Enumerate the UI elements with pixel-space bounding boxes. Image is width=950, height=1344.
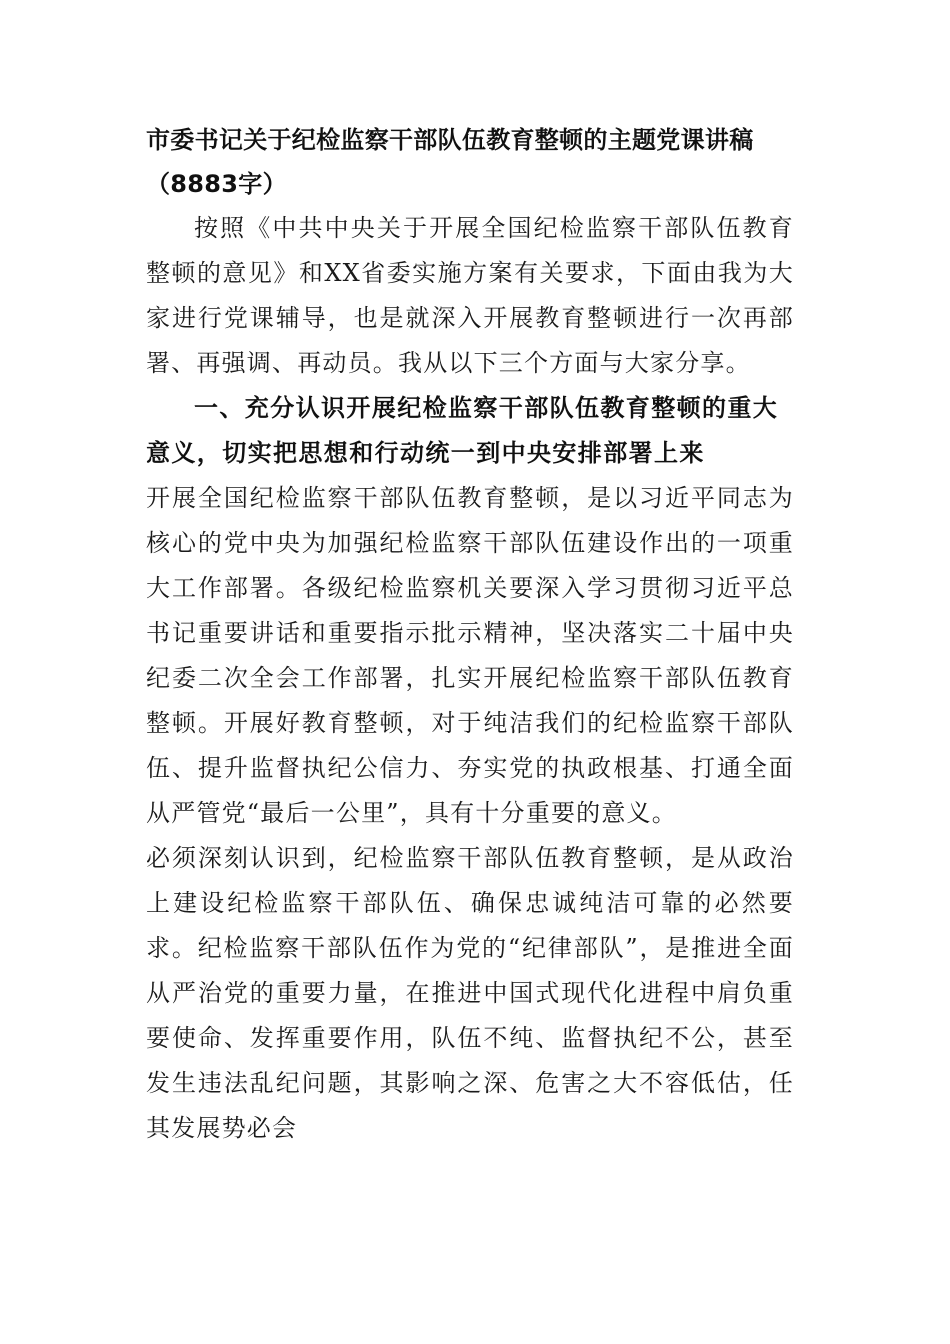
document-title: 市委书记关于纪检监察干部队伍教育整顿的主题党课讲稿（8883字） bbox=[146, 126, 754, 198]
body-paragraph: 开展全国纪检监察干部队伍教育整顿，是以习近平同志为核心的党中央为加强纪检监察干部队伍建设作出的一项重大工作部署。各级纪检监察机关要深入学习贯彻习近平总书记重要讲话和重要指示批示精神，坚决落实二十届中央纪委二次全会工作部署，扎实开展纪检监察干部队伍教育整顿。开展好教育整顿，对于纯洁我们的纪检监察干部队伍、提升监督执纪公信力、夯实党的执政根基、打通全面从严管党“最后一公里”，具有十分重要的意义。 bbox=[146, 484, 794, 827]
intro-paragraph: 按照《中共中央关于开展全国纪检监察干部队伍教育整顿的意见》和XX省委实施方案有关要求，下面由我为大家进行党课辅导，也是就深入开展教育整顿进行一次再部署、再强调、再动员。我从以下三个方面与大家分享。 bbox=[146, 214, 794, 377]
body-paragraph: 必须深刻认识到，纪检监察干部队伍教育整顿，是从政治上建设纪检监察干部队伍、确保忠诚纯洁可靠的必然要求。纪检监察干部队伍作为党的“纪律部队”，是推进全面从严治党的重要力量，在推进中国式现代化进程中肩负重要使命、发挥重要作用，队伍不纯、监督执纪不公，甚至发生违法乱纪问题，其影响之深、危害之大不容低估，任其发展势必会 bbox=[146, 844, 794, 1142]
document-body bbox=[146, 118, 794, 1151]
section-heading: 一、充分认识开展纪检监察干部队伍教育整顿的重大意义，切实把思想和行动统一到中央安排部署上来 bbox=[146, 394, 779, 467]
